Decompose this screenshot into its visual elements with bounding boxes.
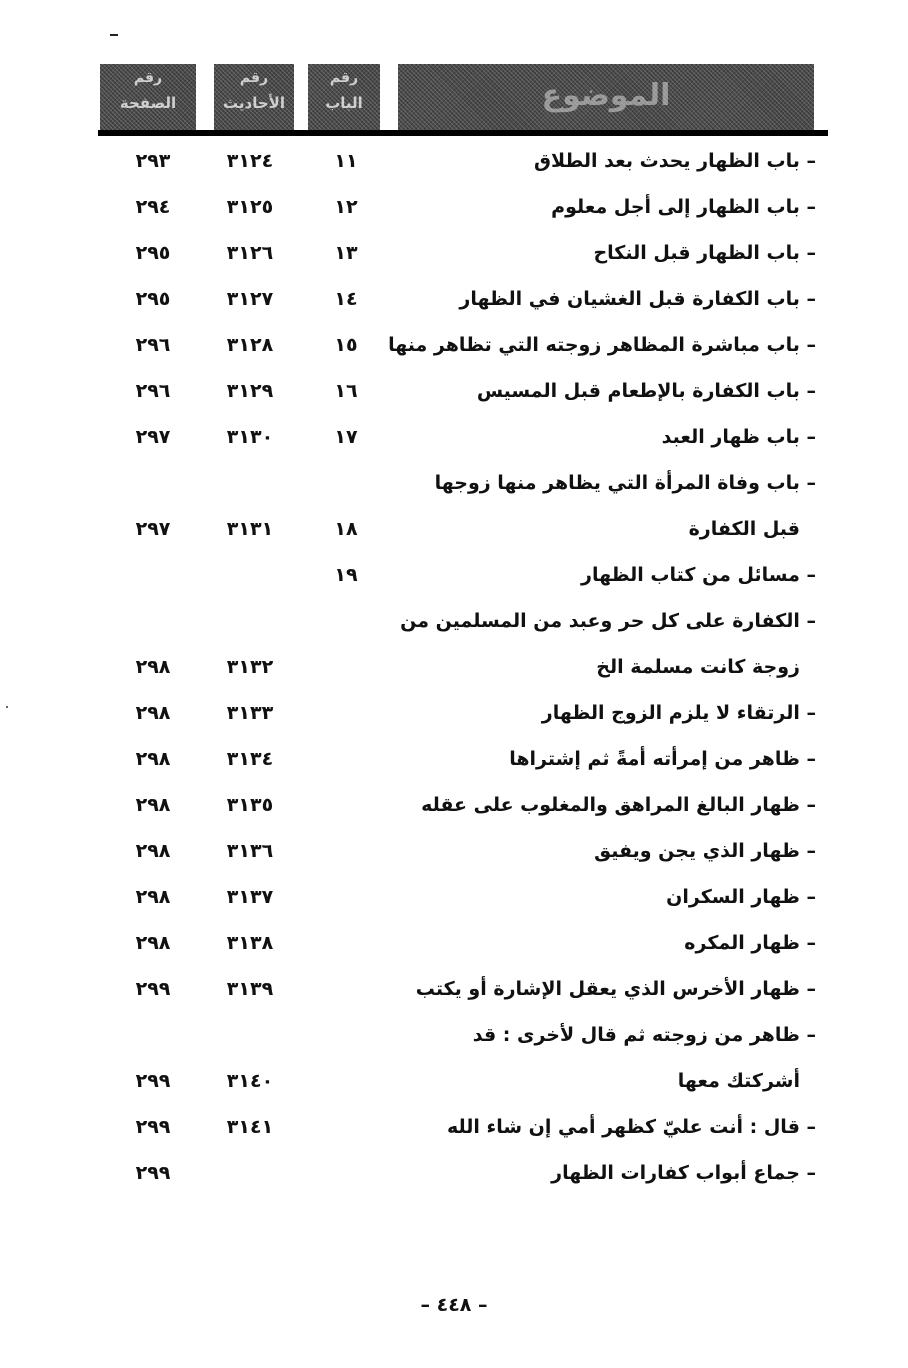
row-hadith-number: ٣١٢٥ xyxy=(226,196,274,218)
row-page-number: ٢٩٩ xyxy=(135,978,171,1000)
header-page-column xyxy=(100,64,196,130)
row-title: – ظهار المكره xyxy=(684,932,816,954)
row-hadith-number: ٣١٣٠ xyxy=(226,426,274,448)
row-chapter-number xyxy=(318,969,374,1009)
row-title: – قال : أنت عليّ كظهر أمي إن شاء الله xyxy=(446,1116,816,1138)
row-title: – باب الظهار إلى أجل معلوم xyxy=(551,196,816,218)
table-row xyxy=(0,693,908,733)
row-title: – ظهار الذي يجن ويفيق xyxy=(594,840,816,862)
table-row xyxy=(0,463,908,503)
row-title: – الرتقاء لا يلزم الزوج الظهار xyxy=(541,702,816,724)
row-page-number: ٢٩٩ xyxy=(135,1070,171,1092)
table-row xyxy=(0,371,908,411)
header-page-label-1: رقم xyxy=(133,70,163,86)
table-row xyxy=(0,923,908,963)
row-hadith-number: ٣١٢٤ xyxy=(226,150,274,172)
row-hadith-number xyxy=(208,601,292,641)
row-title: – باب الظهار يحدث بعد الطلاق xyxy=(533,150,816,172)
table-row xyxy=(0,187,908,227)
header-chapter-label-2: الباب xyxy=(325,94,363,112)
row-hadith-number: ٣١٣١ xyxy=(226,518,274,540)
row-hadith-number xyxy=(208,1153,292,1193)
table-row xyxy=(0,1153,908,1193)
header-title-column xyxy=(398,64,814,130)
row-hadith-number xyxy=(208,463,292,503)
row-page-number: ٢٩٥ xyxy=(135,288,171,310)
row-hadith-number: ٣١٣٧ xyxy=(226,886,274,908)
row-page-number: ٢٩٤ xyxy=(135,196,171,218)
table-row xyxy=(0,831,908,871)
row-title: – الكفارة على كل حر وعبد من المسلمين من xyxy=(400,610,816,632)
header-hadith-label-1: رقم xyxy=(239,70,269,86)
table-row xyxy=(0,279,908,319)
row-hadith-number: ٣١٣٦ xyxy=(226,840,274,862)
row-chapter-number xyxy=(318,1153,374,1193)
header-page-label-2: الصفحة xyxy=(119,94,177,112)
table-row xyxy=(0,969,908,1009)
row-title: – ظاهر من زوجته ثم قال لأخرى : قد xyxy=(472,1024,816,1046)
row-page-number: ٢٩٥ xyxy=(135,242,171,264)
row-page-number: ٢٩٩ xyxy=(135,1116,171,1138)
row-title: – باب الكفارة بالإطعام قبل المسيس xyxy=(476,380,816,402)
row-hadith-number: ٣١٣٢ xyxy=(226,656,274,678)
row-hadith-number: ٣١٢٧ xyxy=(226,288,274,310)
row-chapter-number: ١١ xyxy=(334,150,358,172)
table-row xyxy=(0,509,908,549)
row-page-number: ٢٩٧ xyxy=(135,518,171,540)
header-hadith-label-2: الأحاديث xyxy=(223,94,285,112)
row-hadith-number: ٣١٣٣ xyxy=(226,702,274,724)
row-page-number: ٢٩٨ xyxy=(135,932,171,954)
table-row xyxy=(0,1107,908,1147)
row-page-number: ٢٩٦ xyxy=(135,334,171,356)
row-chapter-number: ١٦ xyxy=(334,380,358,402)
table-row xyxy=(0,555,908,595)
row-title: أشركتك معها xyxy=(677,1070,800,1092)
table-row xyxy=(0,1015,908,1055)
row-hadith-number: ٣١٣٨ xyxy=(226,932,274,954)
row-chapter-number: ١٧ xyxy=(334,426,358,448)
row-page-number: ٢٩٨ xyxy=(135,794,171,816)
row-chapter-number xyxy=(318,601,374,641)
row-title: – باب ظهار العبد xyxy=(661,426,816,448)
row-chapter-number xyxy=(318,1015,374,1055)
header-chapter-column xyxy=(308,64,380,130)
row-hadith-number: ٣١٢٩ xyxy=(226,380,274,402)
row-chapter-number xyxy=(318,739,374,779)
table-row xyxy=(0,877,908,917)
row-hadith-number: ٣١٣٤ xyxy=(226,748,274,770)
row-page-number xyxy=(118,463,188,503)
table-row xyxy=(0,647,908,687)
table-row xyxy=(0,325,908,365)
row-chapter-number xyxy=(318,647,374,687)
row-chapter-number xyxy=(318,785,374,825)
row-chapter-number xyxy=(318,1061,374,1101)
page-number: – ٤٤٨ – xyxy=(420,1294,488,1316)
row-title: – ظهار البالغ المراهق والمغلوب على عقله xyxy=(421,794,816,816)
table-row xyxy=(0,417,908,457)
row-chapter-number xyxy=(318,693,374,733)
row-hadith-number: ٣١٢٨ xyxy=(226,334,274,356)
header-title-label: الموضوع xyxy=(541,78,671,113)
table-row xyxy=(0,233,908,273)
row-page-number: ٢٩٨ xyxy=(135,840,171,862)
row-chapter-number: ١٢ xyxy=(334,196,358,218)
table-row xyxy=(0,1061,908,1101)
row-page-number: ٢٩٨ xyxy=(135,748,171,770)
row-hadith-number: ٣١٤٠ xyxy=(226,1070,274,1092)
row-chapter-number xyxy=(318,831,374,871)
header-hadith-column xyxy=(214,64,294,130)
row-title: – باب مباشرة المظاهر زوجته التي تظاهر منها xyxy=(388,334,816,356)
row-page-number xyxy=(118,555,188,595)
table-row xyxy=(0,141,908,181)
row-hadith-number: ٣١٤١ xyxy=(226,1116,274,1138)
row-hadith-number xyxy=(208,1015,292,1055)
row-title: – ظهار السكران xyxy=(666,886,816,908)
row-chapter-number xyxy=(318,877,374,917)
row-chapter-number: ١٣ xyxy=(334,242,358,264)
row-page-number: ٢٩٨ xyxy=(135,886,171,908)
row-title: – مسائل من كتاب الظهار xyxy=(581,564,816,586)
row-page-number xyxy=(118,1015,188,1055)
row-hadith-number: ٣١٣٥ xyxy=(226,794,274,816)
row-page-number: ٢٩٦ xyxy=(135,380,171,402)
row-page-number: ٢٩٨ xyxy=(135,702,171,724)
row-hadith-number: ٣١٢٦ xyxy=(226,242,274,264)
row-title: – جماع أبواب كفارات الظهار xyxy=(551,1162,816,1184)
row-hadith-number: ٣١٣٩ xyxy=(226,978,274,1000)
table-row xyxy=(0,785,908,825)
row-title: – باب وفاة المرأة التي يظاهر منها زوجها xyxy=(434,472,816,494)
stray-mark xyxy=(110,34,118,36)
table-header xyxy=(98,64,828,137)
row-hadith-number xyxy=(208,555,292,595)
row-page-number: ٢٩٨ xyxy=(135,656,171,678)
row-chapter-number: ١٤ xyxy=(334,288,358,310)
row-page-number xyxy=(118,601,188,641)
row-chapter-number: ١٥ xyxy=(334,334,358,356)
row-title: زوجة كانت مسلمة الخ xyxy=(596,656,800,678)
row-chapter-number: ١٩ xyxy=(334,564,358,586)
row-title: – باب الكفارة قبل الغشيان في الظهار xyxy=(459,288,816,310)
row-title: – ظاهر من إمرأته أمةً ثم إشتراها xyxy=(509,748,816,770)
row-page-number: ٢٩٣ xyxy=(135,150,171,172)
row-chapter-number xyxy=(318,1107,374,1147)
row-title: – باب الظهار قبل النكاح xyxy=(593,242,816,264)
row-chapter-number xyxy=(318,463,374,503)
row-chapter-number xyxy=(318,923,374,963)
row-page-number: ٢٩٧ xyxy=(135,426,171,448)
table-row xyxy=(0,739,908,779)
header-rule xyxy=(98,130,828,136)
table-row xyxy=(0,601,908,641)
header-chapter-label-1: رقم xyxy=(329,70,359,86)
row-chapter-number: ١٨ xyxy=(334,518,358,540)
row-title: قبل الكفارة xyxy=(688,518,800,540)
row-page-number: ٢٩٩ xyxy=(135,1162,171,1184)
row-title: – ظهار الأخرس الذي يعقل الإشارة أو يكتب xyxy=(415,978,816,1000)
